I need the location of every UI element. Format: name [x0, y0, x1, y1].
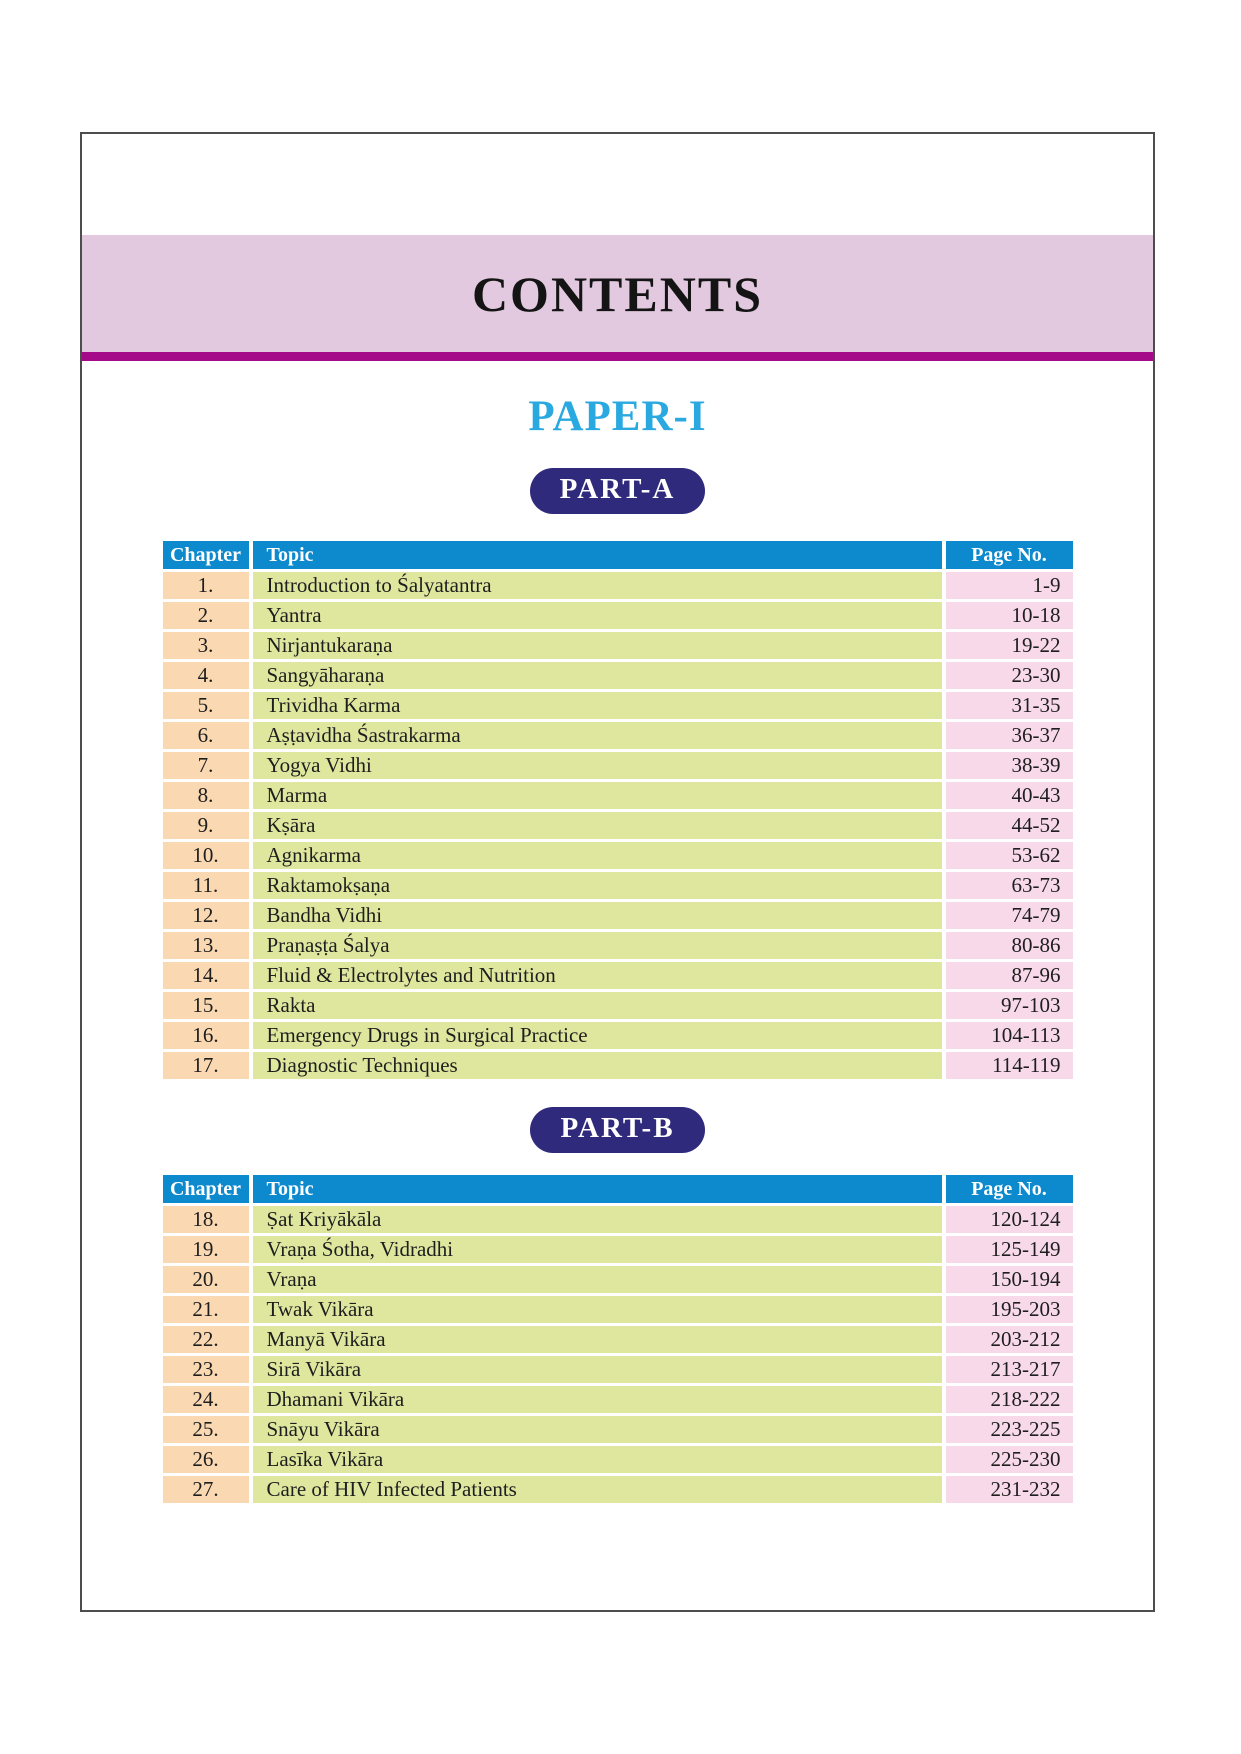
- column-header-page: Page No.: [946, 541, 1073, 569]
- chapter-cell: 19.: [163, 1236, 249, 1263]
- page-cell: 23-30: [946, 662, 1073, 689]
- topic-cell: Trividha Karma: [253, 692, 942, 719]
- topic-cell: Snāyu Vikāra: [253, 1416, 942, 1443]
- page-cell: 1-9: [946, 572, 1073, 599]
- contents-title: CONTENTS: [471, 265, 764, 322]
- chapter-cell: 6.: [163, 722, 249, 749]
- page-cell: 31-35: [946, 692, 1073, 719]
- column-header-page: Page No.: [946, 1175, 1073, 1203]
- page-cell: 97-103: [946, 992, 1073, 1019]
- page-border: [80, 132, 1155, 1612]
- chapter-cell: 23.: [163, 1356, 249, 1383]
- page-cell: 203-212: [946, 1326, 1073, 1353]
- chapter-cell: 10.: [163, 842, 249, 869]
- page-cell: 19-22: [946, 632, 1073, 659]
- page-cell: 213-217: [946, 1356, 1073, 1383]
- topic-cell: Care of HIV Infected Patients: [253, 1476, 942, 1503]
- page-cell: 120-124: [946, 1206, 1073, 1233]
- chapter-cell: 8.: [163, 782, 249, 809]
- part-a-badge: PART-A: [530, 468, 706, 514]
- topic-cell: Bandha Vidhi: [253, 902, 942, 929]
- chapter-cell: 12.: [163, 902, 249, 929]
- part-b-table: [163, 1175, 1073, 1503]
- chapter-cell: 26.: [163, 1446, 249, 1473]
- page-cell: 104-113: [946, 1022, 1073, 1049]
- page-cell: 80-86: [946, 932, 1073, 959]
- accent-bar: [82, 352, 1153, 361]
- chapter-cell: 7.: [163, 752, 249, 779]
- page-cell: 150-194: [946, 1266, 1073, 1293]
- chapter-cell: 22.: [163, 1326, 249, 1353]
- topic-cell: Aṣṭavidha Śastrakarma: [253, 722, 942, 749]
- topic-cell: Agnikarma: [253, 842, 942, 869]
- topic-cell: Vraṇa: [253, 1266, 942, 1293]
- column-header-chapter: Chapter: [163, 1175, 249, 1203]
- chapter-cell: 25.: [163, 1416, 249, 1443]
- topic-cell: Dhamani Vikāra: [253, 1386, 942, 1413]
- chapter-cell: 2.: [163, 602, 249, 629]
- topic-cell: Raktamokṣaṇa: [253, 872, 942, 899]
- chapter-cell: 24.: [163, 1386, 249, 1413]
- chapter-cell: 11.: [163, 872, 249, 899]
- paper-title: PAPER-I: [528, 393, 707, 440]
- page-cell: 74-79: [946, 902, 1073, 929]
- chapter-cell: 14.: [163, 962, 249, 989]
- page-cell: 125-149: [946, 1236, 1073, 1263]
- topic-cell: Diagnostic Techniques: [253, 1052, 942, 1079]
- part-b-badge: PART-B: [530, 1107, 704, 1153]
- topic-cell: Praṇaṣṭa Śalya: [253, 932, 942, 959]
- topic-cell: Sirā Vikāra: [253, 1356, 942, 1383]
- page-cell: 223-225: [946, 1416, 1073, 1443]
- page-cell: 218-222: [946, 1386, 1073, 1413]
- topic-cell: Fluid & Electrolytes and Nutrition: [253, 962, 942, 989]
- topic-cell: Introduction to Śalyatantra: [253, 572, 942, 599]
- contents-banner: [82, 235, 1153, 352]
- topic-cell: Marma: [253, 782, 942, 809]
- topic-cell: Yogya Vidhi: [253, 752, 942, 779]
- page-cell: 36-37: [946, 722, 1073, 749]
- topic-cell: Sangyāharaṇa: [253, 662, 942, 689]
- topic-cell: Vraṇa Śotha, Vidradhi: [253, 1236, 942, 1263]
- page-cell: 10-18: [946, 602, 1073, 629]
- page-cell: 195-203: [946, 1296, 1073, 1323]
- chapter-cell: 27.: [163, 1476, 249, 1503]
- page-cell: 225-230: [946, 1446, 1073, 1473]
- chapter-cell: 15.: [163, 992, 249, 1019]
- chapter-cell: 16.: [163, 1022, 249, 1049]
- topic-cell: Kṣāra: [253, 812, 942, 839]
- chapter-cell: 3.: [163, 632, 249, 659]
- column-header-topic: Topic: [253, 1175, 942, 1203]
- chapter-cell: 1.: [163, 572, 249, 599]
- part-a-table: [163, 541, 1073, 1079]
- topic-cell: Lasīka Vikāra: [253, 1446, 942, 1473]
- topic-cell: Nirjantukaraṇa: [253, 632, 942, 659]
- chapter-cell: 20.: [163, 1266, 249, 1293]
- page-cell: 44-52: [946, 812, 1073, 839]
- page-cell: 38-39: [946, 752, 1073, 779]
- chapter-cell: 13.: [163, 932, 249, 959]
- column-header-topic: Topic: [253, 541, 942, 569]
- page-cell: 63-73: [946, 872, 1073, 899]
- page-cell: 231-232: [946, 1476, 1073, 1503]
- page-cell: 40-43: [946, 782, 1073, 809]
- page-cell: 87-96: [946, 962, 1073, 989]
- topic-cell: Twak Vikāra: [253, 1296, 942, 1323]
- chapter-cell: 18.: [163, 1206, 249, 1233]
- chapter-cell: 17.: [163, 1052, 249, 1079]
- topic-cell: Manyā Vikāra: [253, 1326, 942, 1353]
- topic-cell: Ṣat Kriyākāla: [253, 1206, 942, 1233]
- column-header-chapter: Chapter: [163, 541, 249, 569]
- page-cell: 53-62: [946, 842, 1073, 869]
- topic-cell: Rakta: [253, 992, 942, 1019]
- topic-cell: Yantra: [253, 602, 942, 629]
- chapter-cell: 4.: [163, 662, 249, 689]
- page-cell: 114-119: [946, 1052, 1073, 1079]
- topic-cell: Emergency Drugs in Surgical Practice: [253, 1022, 942, 1049]
- chapter-cell: 9.: [163, 812, 249, 839]
- chapter-cell: 21.: [163, 1296, 249, 1323]
- chapter-cell: 5.: [163, 692, 249, 719]
